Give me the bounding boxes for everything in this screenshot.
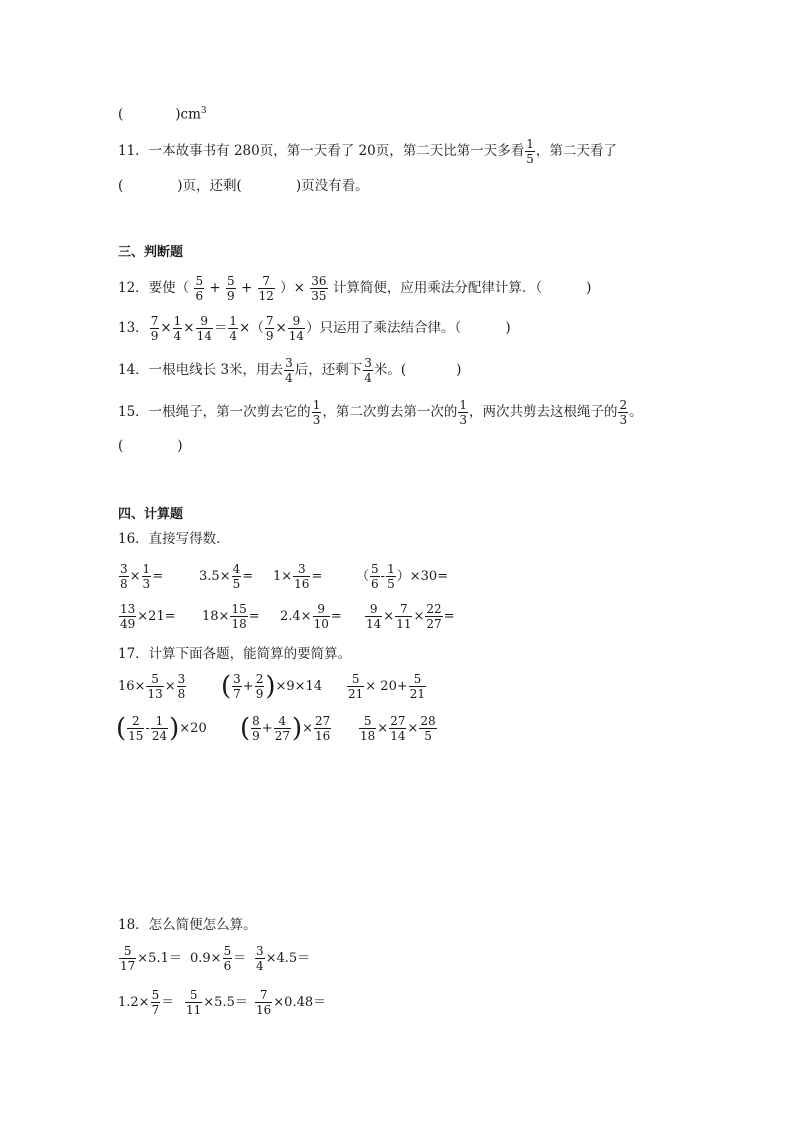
q11-suffix: ，第二天看了 <box>535 143 617 159</box>
fraction: $\frac{1}{5}$ <box>526 137 534 166</box>
q18-item-4: 1.2× $\frac{5}{7}$ ＝ <box>118 988 175 1017</box>
question-11-answer: ( )页，还剩( )页没有看。 <box>118 178 369 194</box>
q18-item-6: $\frac{7}{16}$ ×0.48＝ <box>256 988 327 1017</box>
q16-item-3: 1× $\frac{3}{16}$ = <box>273 562 323 591</box>
unit-cm: )cm <box>175 106 201 123</box>
question-13: 13． $\frac{7}{9}$ × $\frac{1}{4}$ × $\frac{9}{14}$ ＝ $\frac{1}{4}$ ×（ $\frac{7}{9}$ × $\frac{9}{14}$ ）只运用了乘法结合律。（ ) <box>118 314 511 343</box>
q16-item-4: （ $\frac{5}{6}$ - $\frac{1}{5}$ ）×30= <box>356 562 449 591</box>
question-15: 15．一根绳子，第一次剪去它的 $\frac{1}{3}$ ，第二次剪去第一次的 $\frac{1}{3}$ ，两次共剪去这根绳子的 $\frac{2}{3}$ 。 <box>118 398 643 427</box>
answer-line-cm3 <box>118 102 207 124</box>
q16-item-6: 18× $\frac{15}{18}$ = <box>202 602 260 631</box>
q16-item-8: $\frac{9}{14}$ × $\frac{7}{11}$ × $\frac{22}{27}$ = <box>366 602 455 631</box>
q17-item-c: $\frac{5}{21}$ × 20+ $\frac{5}{21}$ <box>348 672 426 701</box>
q17-item-d: ( $\frac{2}{15}$ - $\frac{1}{24}$ )×20 <box>116 713 207 744</box>
q17-item-f: $\frac{5}{18}$ × $\frac{27}{14}$ × $\frac{28}{5}$ <box>360 714 436 743</box>
q11-text: 11．一本故事书有 280页，第一天看了 20页，第二天比第一天多看 <box>118 143 525 159</box>
question-17-title: 17．计算下面各题，能简算的要简算。 <box>118 646 352 662</box>
question-18-title: 18．怎么简便怎么算。 <box>118 917 257 933</box>
question-12: 12．要使（ $\frac{5}{6}$ + $\frac{5}{9}$ + $\frac{7}{12}$ ）× $\frac{36}{35}$ 计算简便，应用乘法分配律计算．（ ) <box>118 274 592 303</box>
q16-item-5: $\frac{13}{49}$ ×21= <box>120 602 176 631</box>
question-14: 14．一根电线长 3米，用去 $\frac{3}{4}$ 后，还剩下 $\frac{3}{4}$ 米。( ) <box>118 356 462 385</box>
q16-item-1: $\frac{3}{8}$ × $\frac{1}{3}$ = <box>120 562 164 591</box>
paren-open: ( <box>118 106 124 123</box>
q18-item-5: $\frac{5}{11}$ ×5.5＝ <box>186 988 248 1017</box>
q18-item-1: $\frac{5}{17}$ ×5.1＝ <box>120 944 182 973</box>
q16-item-7: 2.4× $\frac{9}{10}$ = <box>280 602 342 631</box>
q17-item-b: ( $\frac{3}{7}$ + $\frac{2}{9}$ )×9×14 <box>221 671 323 702</box>
q18-item-3: $\frac{3}{4}$ ×4.5＝ <box>256 944 311 973</box>
question-11 <box>118 137 617 166</box>
q16-item-2: 3.5× $\frac{4}{5}$ = <box>199 562 254 591</box>
unit-exponent: 3 <box>200 106 207 116</box>
section-title-judgement: 三、判断题 <box>118 245 184 260</box>
q17-item-a: 16× $\frac{5}{13}$ × $\frac{3}{8}$ <box>118 672 186 701</box>
section-title-calculation: 四、计算题 <box>118 507 184 522</box>
q17-item-e: ( $\frac{8}{9}$ + $\frac{4}{27}$ )× $\frac{27}{16}$ <box>240 713 331 744</box>
question-15-answer: ( ) <box>118 438 183 454</box>
question-16-title: 16．直接写得数． <box>118 531 230 547</box>
q18-item-2: 0.9× $\frac{5}{6}$ ＝ <box>190 944 247 973</box>
